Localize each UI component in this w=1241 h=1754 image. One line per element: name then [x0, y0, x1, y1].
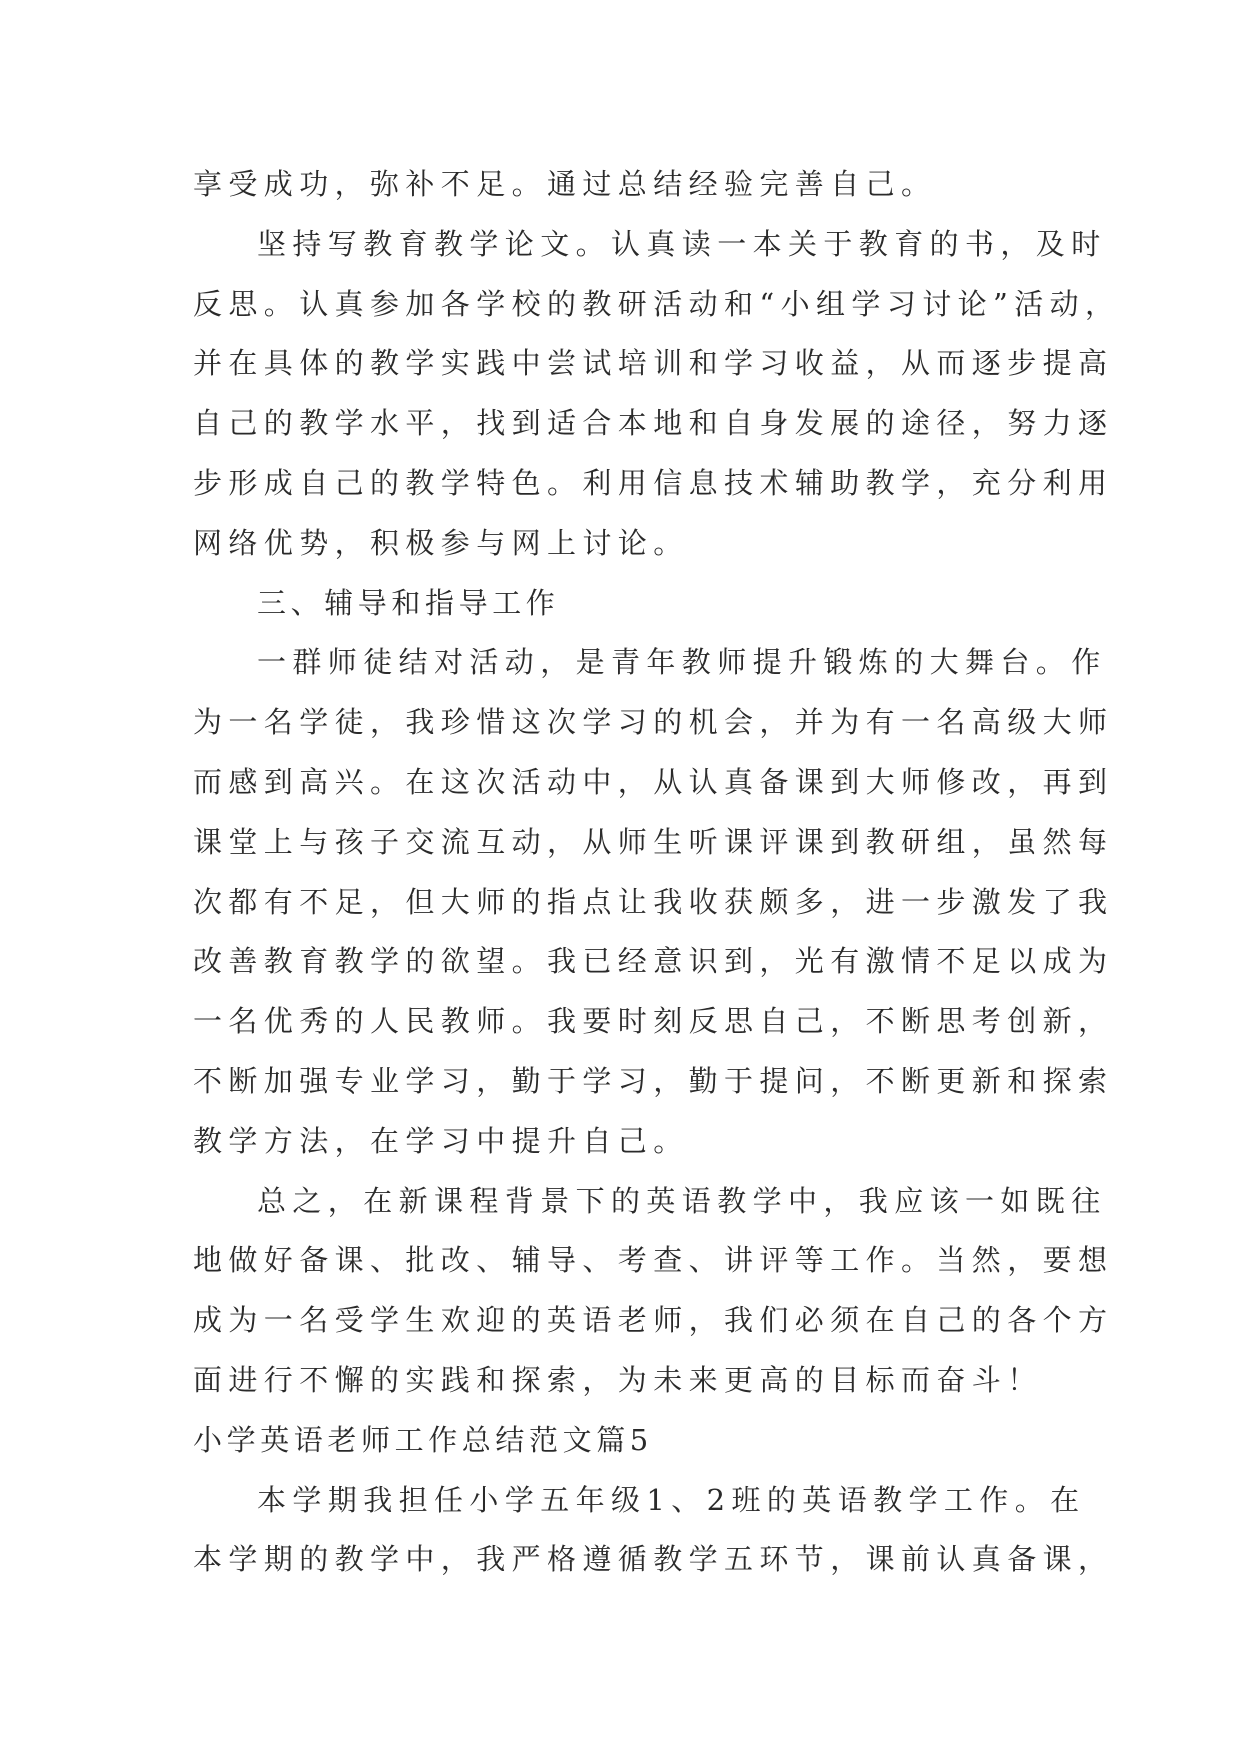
text-line: 地做好备课、批改、辅导、考查、讲评等工作。当然，要想 — [193, 1243, 1114, 1278]
text-line: 本学期的教学中，我严格遵循教学五环节，课前认真备课， — [193, 1542, 1114, 1577]
text-line: 本学期我担任小学五年级1、2班的英语教学工作。在 — [257, 1482, 1086, 1517]
text-line: 一群师徒结对活动，是青年教师提升锻炼的大舞台。作 — [257, 645, 1107, 680]
text-line: 反思。认真参加各学校的教研活动和“小组学习讨论”活动， — [193, 286, 1121, 321]
text-line: 改善教育教学的欲望。我已经意识到，光有激情不足以成为 — [193, 944, 1114, 979]
text-line: 成为一名受学生欢迎的英语老师，我们必须在自己的各个方 — [193, 1303, 1114, 1338]
text-line: 课堂上与孩子交流互动，从师生听课评课到教研组，虽然每 — [193, 824, 1114, 859]
text-line: 坚持写教育教学论文。认真读一本关于教育的书，及时 — [257, 226, 1107, 261]
text-line: 网络优势，积极参与网上讨论。 — [193, 525, 689, 560]
text-line: 享受成功，弥补不足。通过总结经验完善自己。 — [193, 167, 937, 201]
section-heading: 三、辅导和指导工作 — [257, 585, 560, 620]
text-line: 不断加强专业学习，勤于学习，勤于提问，不断更新和探索 — [193, 1063, 1114, 1098]
text-line: 面进行不懈的实践和探索，为未来更高的目标而奋斗！ — [193, 1362, 1043, 1397]
text-line: 自己的教学水平，找到适合本地和自身发展的途径，努力逐 — [193, 406, 1114, 441]
text-line: 总之，在新课程背景下的英语教学中，我应该一如既往 — [257, 1183, 1107, 1218]
text-line: 次都有不足，但大师的指点让我收获颇多，进一步激发了我 — [193, 884, 1114, 919]
text-line: 教学方法，在学习中提升自己。 — [193, 1123, 689, 1158]
text-line: 一名优秀的人民教师。我要时刻反思自己，不断思考创新， — [193, 1004, 1114, 1039]
article-title: 小学英语老师工作总结范文篇5 — [193, 1422, 653, 1457]
text-line: 并在具体的教学实践中尝试培训和学习收益，从而逐步提高 — [193, 346, 1114, 381]
text-line: 步形成自己的教学特色。利用信息技术辅助教学，充分利用 — [193, 465, 1114, 500]
text-line: 而感到高兴。在这次活动中，从认真备课到大师修改，再到 — [193, 764, 1114, 799]
text-line: 为一名学徒，我珍惜这次学习的机会，并为有一名高级大师 — [193, 705, 1114, 740]
document-body — [193, 155, 1121, 1590]
